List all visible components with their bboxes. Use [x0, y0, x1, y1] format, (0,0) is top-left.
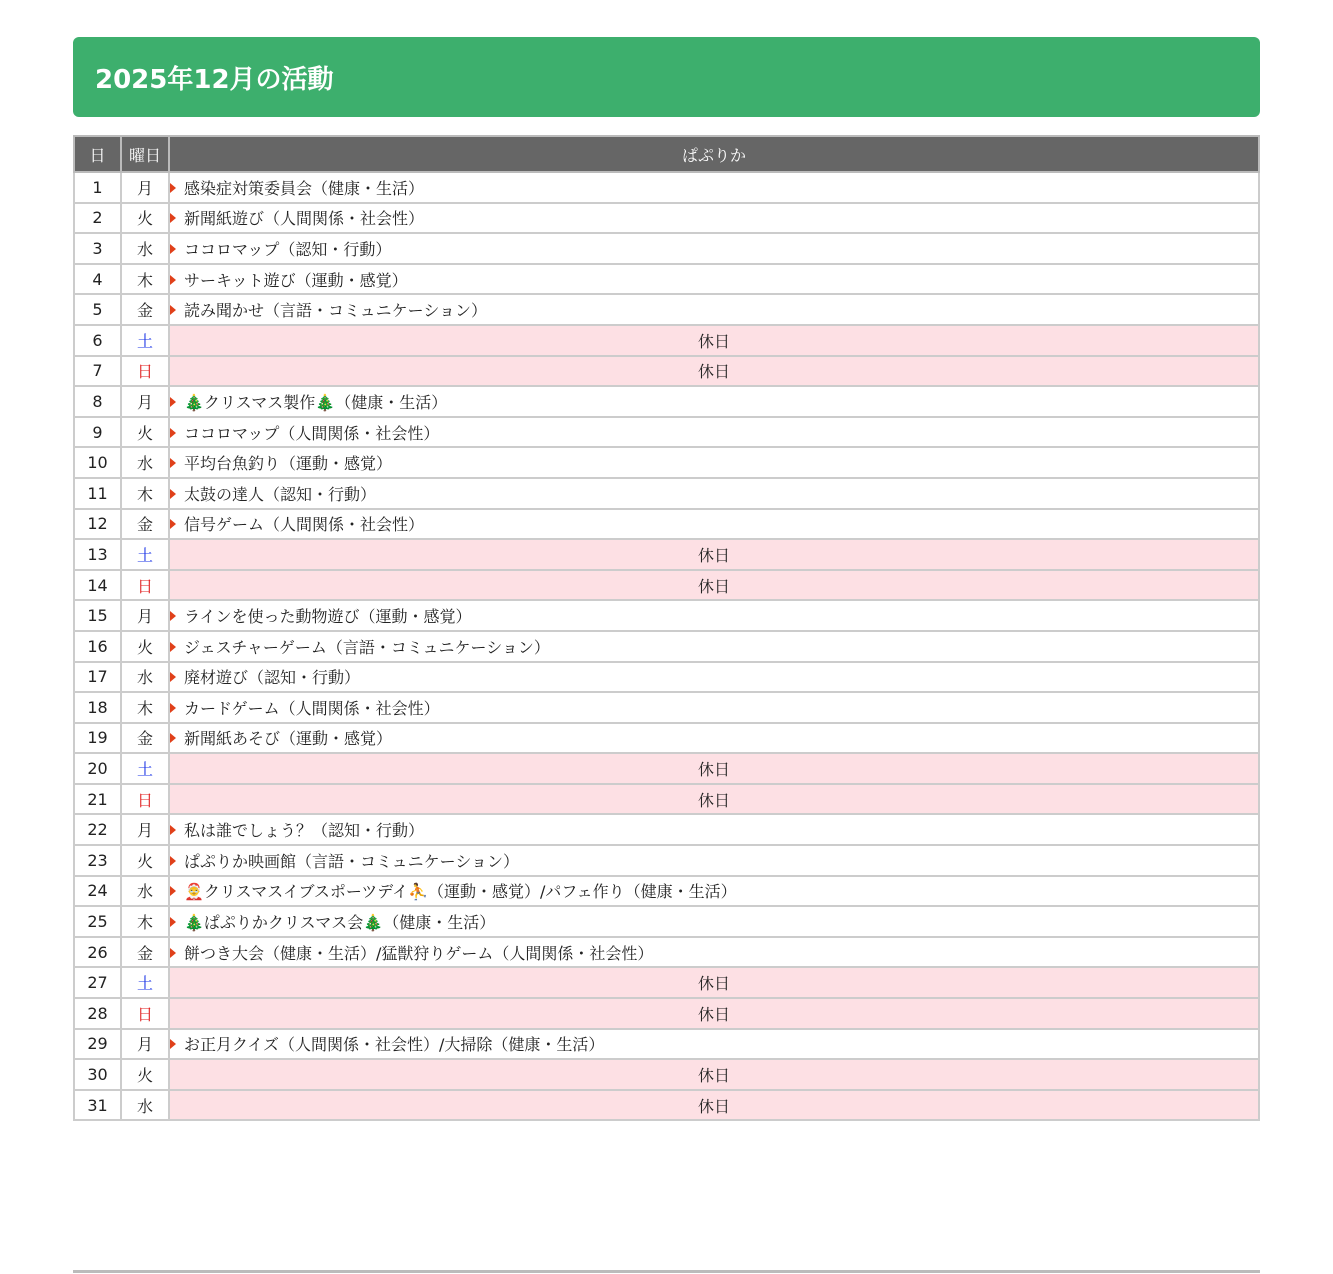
activity-cell	[169, 233, 1259, 264]
table-row	[74, 447, 1259, 478]
activity-cell	[169, 937, 1259, 968]
weekday-cell: 土	[121, 967, 169, 998]
triangle-bullet-icon	[170, 917, 176, 927]
activity-cell	[169, 631, 1259, 662]
activity-cell	[169, 417, 1259, 448]
weekday-cell: 日	[121, 570, 169, 601]
activity-text: 平均台魚釣り（運動・感覚）	[184, 454, 393, 474]
day-cell: 11	[74, 478, 121, 509]
holiday-cell: 休日	[169, 356, 1259, 387]
day-cell: 1	[74, 172, 121, 203]
triangle-bullet-icon	[170, 672, 176, 682]
weekday-cell: 火	[121, 631, 169, 662]
activity-text: 新聞紙あそび（運動・感覚）	[184, 729, 393, 749]
bottom-divider	[73, 1270, 1260, 1273]
activity-cell	[169, 294, 1259, 325]
weekday-cell: 水	[121, 233, 169, 264]
table-row-holiday	[74, 1090, 1259, 1121]
weekday-cell: 月	[121, 172, 169, 203]
weekday-cell: 水	[121, 876, 169, 907]
activity-text: 感染症対策委員会（健康・生活）	[184, 178, 425, 198]
weekday-cell: 金	[121, 509, 169, 540]
holiday-cell: 休日	[169, 539, 1259, 570]
table-row	[74, 723, 1259, 754]
table-row-holiday	[74, 998, 1259, 1029]
triangle-bullet-icon	[170, 305, 176, 315]
table-row	[74, 845, 1259, 876]
day-cell: 25	[74, 906, 121, 937]
table-row	[74, 937, 1259, 968]
activity-cell	[169, 386, 1259, 417]
activity-cell	[169, 447, 1259, 478]
activity-text: 🎄ぱぷりかクリスマス会🎄（健康・生活）	[184, 913, 496, 933]
day-cell: 21	[74, 784, 121, 815]
triangle-bullet-icon	[170, 244, 176, 254]
table-row	[74, 876, 1259, 907]
table-row	[74, 814, 1259, 845]
day-cell: 20	[74, 753, 121, 784]
weekday-cell: 水	[121, 447, 169, 478]
day-cell: 14	[74, 570, 121, 601]
table-row-holiday	[74, 356, 1259, 387]
table-row	[74, 203, 1259, 234]
holiday-cell: 休日	[169, 325, 1259, 356]
activity-cell	[169, 876, 1259, 907]
triangle-bullet-icon	[170, 886, 176, 896]
triangle-bullet-icon	[170, 183, 176, 193]
weekday-cell: 水	[121, 662, 169, 693]
weekday-cell: 日	[121, 784, 169, 815]
triangle-bullet-icon	[170, 642, 176, 652]
weekday-cell: 土	[121, 325, 169, 356]
day-cell: 2	[74, 203, 121, 234]
day-cell: 6	[74, 325, 121, 356]
activity-text: ジェスチャーゲーム（言語・コミュニケーション）	[184, 637, 550, 657]
day-cell: 18	[74, 692, 121, 723]
holiday-cell: 休日	[169, 753, 1259, 784]
activity-cell	[169, 814, 1259, 845]
triangle-bullet-icon	[170, 275, 176, 285]
triangle-bullet-icon	[170, 611, 176, 621]
triangle-bullet-icon	[170, 397, 176, 407]
holiday-cell: 休日	[169, 1090, 1259, 1121]
table-row	[74, 906, 1259, 937]
table-row	[74, 172, 1259, 203]
weekday-cell: 日	[121, 998, 169, 1029]
triangle-bullet-icon	[170, 825, 176, 835]
day-cell: 12	[74, 509, 121, 540]
page-title-banner	[73, 37, 1260, 117]
day-cell: 15	[74, 600, 121, 631]
activity-cell	[169, 723, 1259, 754]
activity-text: 太鼓の達人（認知・行動）	[184, 484, 377, 504]
activity-text: 🤶クリスマスイブスポーツデイ⛹️（運動・感覚）/パフェ作り（健康・生活）	[184, 882, 737, 902]
weekday-cell: 金	[121, 294, 169, 325]
day-cell: 27	[74, 967, 121, 998]
weekday-cell: 火	[121, 845, 169, 876]
weekday-cell: 月	[121, 1029, 169, 1060]
table-row-holiday	[74, 753, 1259, 784]
activity-cell	[169, 509, 1259, 540]
weekday-cell: 火	[121, 1059, 169, 1090]
day-cell: 29	[74, 1029, 121, 1060]
triangle-bullet-icon	[170, 948, 176, 958]
activity-text: 🎄クリスマス製作🎄（健康・生活）	[184, 392, 448, 412]
table-row-holiday	[74, 1059, 1259, 1090]
day-cell: 24	[74, 876, 121, 907]
activity-schedule	[73, 135, 1260, 1121]
activity-cell	[169, 203, 1259, 234]
table-row	[74, 478, 1259, 509]
activity-cell	[169, 264, 1259, 295]
weekday-cell: 水	[121, 1090, 169, 1121]
triangle-bullet-icon	[170, 703, 176, 713]
table-row-holiday	[74, 570, 1259, 601]
day-cell: 22	[74, 814, 121, 845]
table-row	[74, 692, 1259, 723]
day-cell: 26	[74, 937, 121, 968]
table-row	[74, 417, 1259, 448]
table-row-holiday	[74, 784, 1259, 815]
day-cell: 16	[74, 631, 121, 662]
schedule-body	[74, 172, 1259, 1120]
activity-text: ぱぷりか映画館（言語・コミュニケーション）	[184, 851, 520, 871]
triangle-bullet-icon	[170, 519, 176, 529]
day-cell: 5	[74, 294, 121, 325]
day-cell: 28	[74, 998, 121, 1029]
day-cell: 10	[74, 447, 121, 478]
holiday-cell: 休日	[169, 784, 1259, 815]
day-cell: 3	[74, 233, 121, 264]
weekday-cell: 金	[121, 937, 169, 968]
table-row	[74, 600, 1259, 631]
triangle-bullet-icon	[170, 213, 176, 223]
day-cell: 30	[74, 1059, 121, 1090]
weekday-cell: 木	[121, 692, 169, 723]
activity-cell	[169, 478, 1259, 509]
header-weekday: 曜日	[121, 136, 169, 172]
weekday-cell: 火	[121, 417, 169, 448]
table-row	[74, 264, 1259, 295]
weekday-cell: 金	[121, 723, 169, 754]
day-cell: 31	[74, 1090, 121, 1121]
weekday-cell: 日	[121, 356, 169, 387]
day-cell: 4	[74, 264, 121, 295]
header-day: 日	[74, 136, 121, 172]
weekday-cell: 木	[121, 264, 169, 295]
activity-cell	[169, 600, 1259, 631]
day-cell: 23	[74, 845, 121, 876]
activity-text: 廃材遊び（認知・行動）	[184, 668, 361, 688]
activity-text: 私は誰でしょう？（認知・行動）	[184, 821, 425, 841]
holiday-cell: 休日	[169, 998, 1259, 1029]
triangle-bullet-icon	[170, 458, 176, 468]
triangle-bullet-icon	[170, 489, 176, 499]
activity-text: 餅つき大会（健康・生活）/猛獣狩りゲーム（人間関係・社会性）	[184, 943, 654, 963]
activity-cell	[169, 906, 1259, 937]
weekday-cell: 月	[121, 600, 169, 631]
table-row	[74, 1029, 1259, 1060]
activity-text: 新聞紙遊び（人間関係・社会性）	[184, 209, 425, 229]
weekday-cell: 木	[121, 478, 169, 509]
table-row	[74, 233, 1259, 264]
activity-text: 読み聞かせ（言語・コミュニケーション）	[184, 301, 488, 321]
holiday-cell: 休日	[169, 570, 1259, 601]
schedule-table	[73, 135, 1260, 1121]
table-row	[74, 509, 1259, 540]
weekday-cell: 月	[121, 814, 169, 845]
table-row	[74, 294, 1259, 325]
table-row	[74, 662, 1259, 693]
day-cell: 19	[74, 723, 121, 754]
activity-cell	[169, 692, 1259, 723]
triangle-bullet-icon	[170, 733, 176, 743]
table-row-holiday	[74, 325, 1259, 356]
table-row-holiday	[74, 967, 1259, 998]
table-row	[74, 631, 1259, 662]
day-cell: 9	[74, 417, 121, 448]
table-header-row	[74, 136, 1259, 172]
activity-cell	[169, 172, 1259, 203]
table-row-holiday	[74, 539, 1259, 570]
day-cell: 17	[74, 662, 121, 693]
activity-text: ココロマップ（人間関係・社会性）	[184, 423, 440, 443]
activity-cell	[169, 662, 1259, 693]
triangle-bullet-icon	[170, 856, 176, 866]
weekday-cell: 月	[121, 386, 169, 417]
triangle-bullet-icon	[170, 1039, 176, 1049]
header-activity: ぱぷりか	[169, 136, 1259, 172]
holiday-cell: 休日	[169, 1059, 1259, 1090]
table-row	[74, 386, 1259, 417]
day-cell: 8	[74, 386, 121, 417]
activity-text: ココロマップ（認知・行動）	[184, 239, 392, 259]
activity-text: お正月クイズ（人間関係・社会性）/大掃除（健康・生活）	[184, 1035, 605, 1055]
weekday-cell: 木	[121, 906, 169, 937]
holiday-cell: 休日	[169, 967, 1259, 998]
weekday-cell: 土	[121, 753, 169, 784]
day-cell: 13	[74, 539, 121, 570]
activity-text: カードゲーム（人間関係・社会性）	[184, 698, 440, 718]
day-cell: 7	[74, 356, 121, 387]
activity-text: サーキット遊び（運動・感覚）	[184, 270, 408, 290]
triangle-bullet-icon	[170, 428, 176, 438]
activity-text: 信号ゲーム（人間関係・社会性）	[184, 515, 425, 535]
weekday-cell: 火	[121, 203, 169, 234]
activity-cell	[169, 845, 1259, 876]
activity-cell	[169, 1029, 1259, 1060]
weekday-cell: 土	[121, 539, 169, 570]
activity-text: ラインを使った動物遊び（運動・感覚）	[184, 607, 472, 627]
page-title: 2025年12月の活動	[95, 64, 334, 95]
